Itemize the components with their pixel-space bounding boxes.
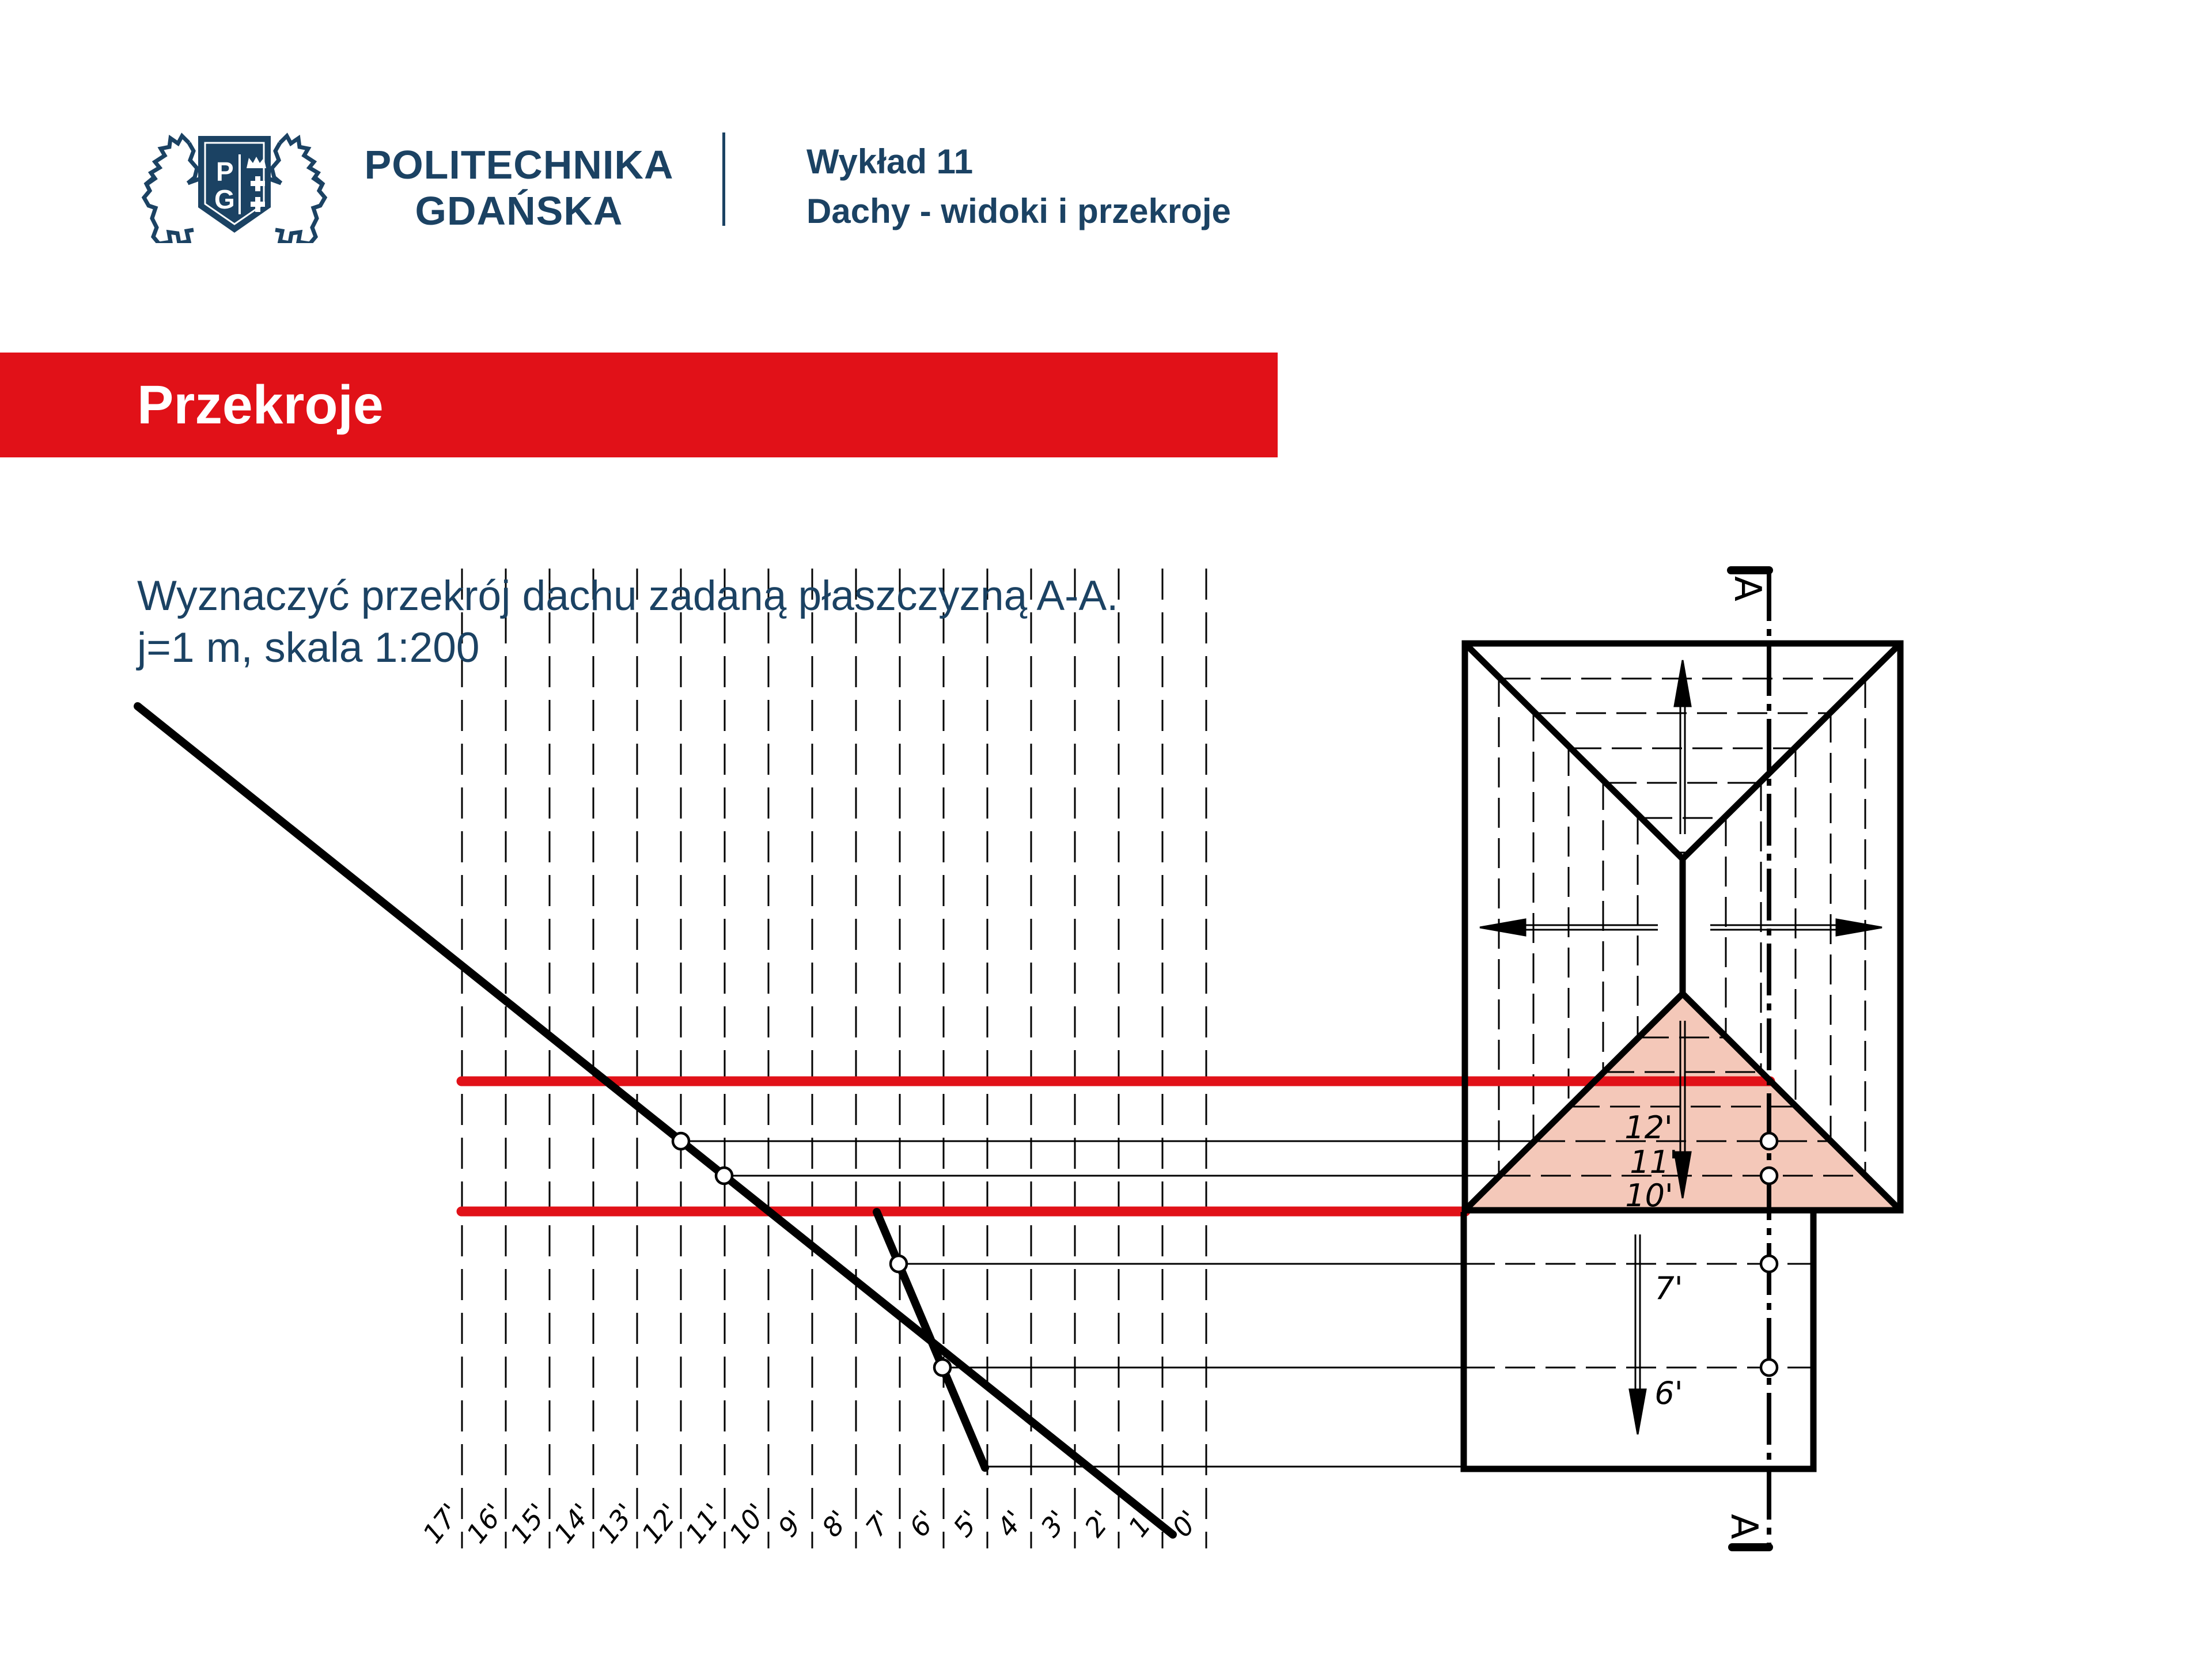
task-line1: Wyznaczyć przekrój dachu zadaną płaszczyzną A-A.	[137, 573, 1119, 619]
level-label-12: 12'	[1624, 1109, 1673, 1146]
level-label-6: 6'	[1654, 1375, 1683, 1411]
task-text	[137, 570, 1462, 674]
axis-label-5: 5'	[946, 1504, 987, 1543]
axis-label-13: 13'	[592, 1497, 642, 1550]
section-letter-bottom: A	[1722, 1514, 1765, 1539]
lecture-subtitle: Dachy - widoki i przekroje	[806, 192, 1231, 230]
axis-label-15: 15'	[504, 1497, 554, 1550]
axis-label-12: 12'	[635, 1497, 685, 1550]
lecture-title: Wykład 11	[806, 142, 974, 181]
arrow-right-icon	[1836, 919, 1882, 935]
axis-label-1: 1'	[1122, 1504, 1162, 1543]
arrow-left-icon	[1480, 919, 1525, 935]
axis-label-0: 0'	[1165, 1504, 1206, 1543]
header-divider	[722, 132, 725, 226]
section-trace-annex	[877, 1212, 985, 1468]
section-banner-title: Przekroje	[137, 374, 384, 435]
axis-label-10: 10'	[723, 1497, 773, 1550]
axis-label-16: 16'	[460, 1497, 510, 1550]
svg-text:P: P	[216, 157, 234, 187]
pg-logo	[134, 121, 335, 243]
axis-label-2: 2'	[1078, 1504, 1118, 1543]
axis-label-3: 3'	[1034, 1504, 1074, 1543]
axis-label-14: 14'	[548, 1497, 598, 1550]
arrow-up-icon	[1675, 660, 1691, 706]
section-letter-top: A	[1726, 576, 1768, 601]
level-label-11: 11'	[1630, 1144, 1678, 1180]
slope-arrows	[1480, 660, 1882, 1434]
level-label-10: 10'	[1625, 1177, 1673, 1214]
level-connection-lines	[681, 1141, 1535, 1467]
axis-label-17: 17'	[416, 1497, 467, 1550]
task-line2: j=1 m, skala 1:200	[137, 624, 480, 671]
university-name-line1: POLITECHNIKA	[364, 142, 674, 187]
section-banner	[0, 353, 1278, 457]
axis-label-11: 11'	[679, 1497, 729, 1550]
axis-label-7: 7'	[859, 1504, 899, 1543]
axis-label-4: 4'	[990, 1504, 1031, 1543]
section-trace-main	[138, 706, 1173, 1535]
pg-shield-icon	[198, 136, 271, 233]
university-name-line2: GDAŃSKA	[415, 188, 623, 233]
university-name	[338, 142, 700, 234]
axis-label-6: 6'	[903, 1504, 943, 1543]
axis-label-8: 8'	[815, 1504, 855, 1543]
axis-label-9: 9'	[771, 1504, 812, 1543]
level-label-7: 7'	[1654, 1270, 1683, 1306]
svg-text:G: G	[214, 184, 235, 214]
